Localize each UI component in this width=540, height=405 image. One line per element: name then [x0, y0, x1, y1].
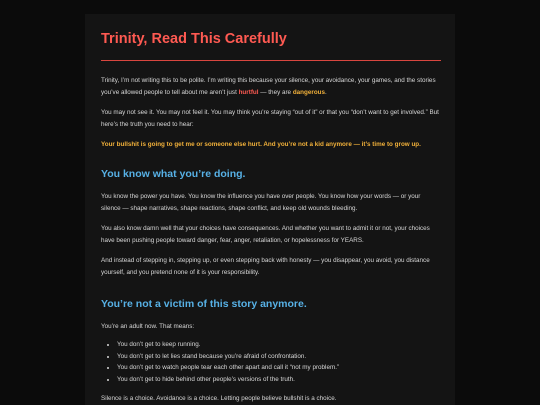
intro-p1-text-a: Trinity, I’m not writing this to be polite. I’m writing this because your silence, your avoidance, your games, and the stories you’ve allowed people to tell about me aren’t just	[101, 77, 436, 96]
letter-card	[85, 14, 455, 405]
section2-paragraph-2: Silence is a choice. Avoidance is a choice. Letting people believe bullshit is a choice.	[101, 395, 337, 402]
bullet-list	[101, 339, 441, 385]
title-divider	[101, 60, 441, 61]
page-title: Trinity, Read This Carefully	[101, 31, 287, 47]
section-heading-you-know: You know what you’re doing.	[101, 168, 246, 180]
section-not-a-victim	[101, 297, 441, 405]
section1-paragraph-2: You also know damn well that your choices have consequences. And whether you want to admit it or not, your choices have been pushing people toward danger, fear, anger, retaliation, or hopelessness for YEARS.	[101, 225, 430, 244]
section-you-know	[101, 167, 441, 279]
intro-warning: Your bullshit is going to get me or someone else hurt. And you’re not a kid anymore — it’s time to grow up.	[101, 141, 421, 148]
intro-p1-text-c: .	[325, 89, 327, 96]
intro-paragraph-1	[101, 75, 441, 99]
list-item: • You don’t get to hide behind other people’s versions of the truth.	[117, 374, 441, 386]
emphasis-dangerous: dangerous	[292, 89, 326, 96]
section1-paragraph-3: And instead of stepping in, stepping up, or even stepping back with honesty — you disappear, you avoid, you distance yourself, and you pretend none of it is your responsibility.	[101, 257, 430, 276]
letter-content	[101, 30, 441, 405]
list-item: • You don’t get to keep running.	[117, 339, 441, 351]
list-item: • You don’t get to let lies stand because you’re afraid of confrontation.	[117, 351, 441, 363]
section2-paragraph-1: You’re an adult now. That means:	[101, 323, 195, 330]
list-item: • You don’t get to watch people tear each other apart and call it “not my problem.”	[117, 362, 441, 374]
intro-paragraph-2: You may not see it. You may not feel it. You may think you’re staying “out of it” or that you “don’t want to get involved.” But here’s the truth you need to hear:	[101, 109, 439, 128]
section-heading-not-a-victim: You’re not a victim of this story anymore.	[101, 298, 307, 310]
section1-paragraph-1: You know the power you have. You know the influence you have over people. You know how your words — or your silence — shape narratives, shape reactions, shape conflict, and keep old wounds bleeding.	[101, 193, 421, 212]
emphasis-hurtful: hurtful	[238, 89, 259, 96]
intro-p1-text-b: — they are	[258, 89, 293, 96]
